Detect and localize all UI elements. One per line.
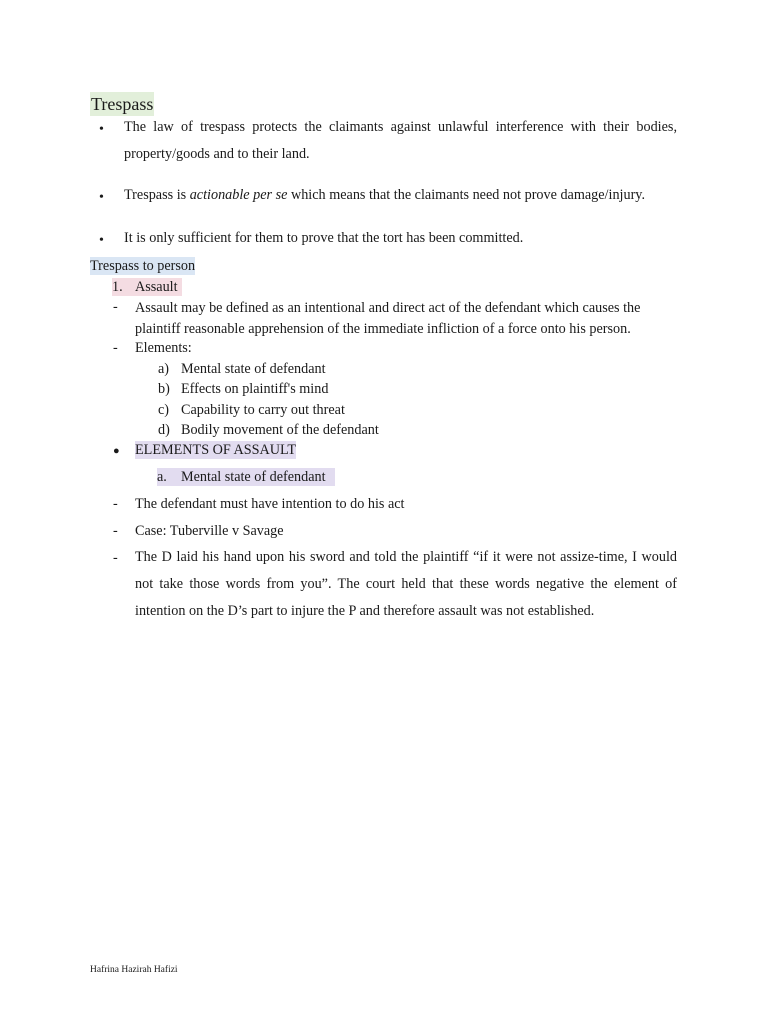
item-number: 1. xyxy=(112,279,123,295)
elements-label: Elements: xyxy=(135,340,192,356)
assault-definition: Assault may be defined as an intentional and direct act of the defendant which causes the plaintiff reasonable apprehension of the immediate infliction of a force onto his person. xyxy=(135,300,641,337)
mental-state-subheading xyxy=(157,468,335,486)
list-item: Effects on plaintiff's mind xyxy=(181,381,329,397)
dot-icon: ● xyxy=(113,445,120,457)
list-item: Capability to carry out threat xyxy=(181,402,345,418)
intro-paragraph-2 xyxy=(124,182,677,209)
page-title: Trespass xyxy=(91,94,154,114)
list-item: Bodily movement of the defendant xyxy=(181,422,379,438)
list-item-letter: b) xyxy=(158,381,170,397)
sub-label: Mental state of defendant xyxy=(181,469,326,485)
bullet-icon: • xyxy=(99,233,104,248)
item-label: Assault xyxy=(135,279,178,295)
list-item-letter: d) xyxy=(158,422,170,438)
dash-icon: - xyxy=(113,299,118,315)
emphasis-text: actionable per se xyxy=(189,187,288,203)
intro-paragraph-3: It is only sufficient for them to prove that the tort has been committed. xyxy=(124,230,524,246)
intro-paragraph-1: The law of trespass protects the claimants against unlawful interference with their bodies, property/goods and to their land. xyxy=(124,119,677,162)
footer-author: Hafrina Hazirah Hafizi xyxy=(90,965,178,975)
list-item-letter: c) xyxy=(158,402,170,418)
point-case: Case: Tuberville v Savage xyxy=(135,523,284,539)
elements-of-assault-heading: ELEMENTS OF ASSAULT xyxy=(135,442,297,458)
dash-icon: - xyxy=(113,550,118,566)
list-item-letter: a) xyxy=(158,361,170,377)
intro-text: Trespass is xyxy=(124,187,190,203)
assault-item xyxy=(112,278,182,296)
sub-letter: a. xyxy=(157,469,167,485)
point-intention: The defendant must have intention to do his act xyxy=(135,496,405,512)
point-case-facts: The D laid his hand upon his sword and told the plaintiff “if it were not assize-time, I would not take those words from you”. The court held that these words negative the element of intention on the D’s part to injure the P and therefore assault was not established. xyxy=(135,549,677,619)
section-heading: Trespass to person xyxy=(90,258,196,274)
bullet-icon: • xyxy=(99,122,104,137)
bullet-icon: • xyxy=(99,190,104,205)
intro-text: which means that the claimants need not prove damage/injury. xyxy=(287,187,646,203)
dash-icon: - xyxy=(113,340,118,356)
dash-icon: - xyxy=(113,496,118,512)
dash-icon: - xyxy=(113,523,118,539)
list-item: Mental state of defendant xyxy=(181,361,326,377)
